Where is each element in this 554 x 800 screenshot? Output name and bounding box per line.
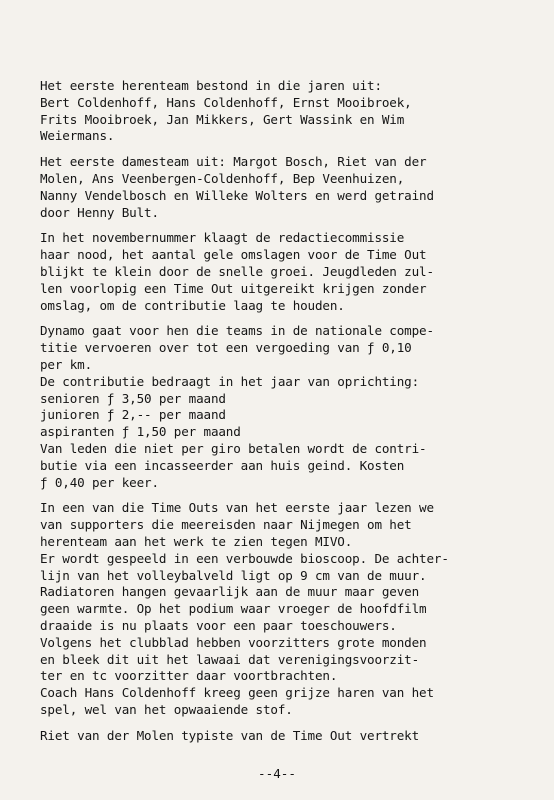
text-line: In het novembernummer klaagt de redactiecommissie xyxy=(40,230,405,246)
text-line: Dynamo gaat voor hen die teams in de nationale compe- xyxy=(40,323,434,339)
paragraph-typist-leaves xyxy=(40,728,540,745)
text-line: Het eerste herenteam bestond in die jaren uit: xyxy=(40,78,382,93)
text-line: per km. xyxy=(40,356,93,372)
text-line: De contributie bedraagt in het jaar van oprichting: xyxy=(40,373,420,389)
text-line: Van leden die niet per giro betalen wordt de contri- xyxy=(40,440,427,456)
paragraph-women-team xyxy=(40,154,540,221)
body-text xyxy=(40,78,540,753)
paragraph-men-team xyxy=(40,78,540,145)
text-line: van supporters die meereisden naar Nijmegen om het xyxy=(40,517,412,533)
text-line: junioren ƒ 2,-- per maand xyxy=(40,407,226,423)
text-line: Nanny Vendelbosch en Willeke Wolters en werd getraind xyxy=(40,187,434,203)
page-number: --4-- xyxy=(258,766,296,781)
text-line: titie vervoeren over tot een vergoeding van ƒ 0,10 xyxy=(40,340,412,356)
text-line: len voorlopig een Time Out uitgereikt krijgen zonder xyxy=(40,280,427,296)
text-line: Coach Hans Coldenhoff kreeg geen grijze haren van het xyxy=(40,685,434,701)
text-line: draaide is nu plaats voor een paar toeschouwers. xyxy=(40,617,397,633)
text-line: In een van die Time Outs van het eerste jaar lezen we xyxy=(40,500,434,516)
text-line: Riet van der Molen typiste van de Time Out vertrekt xyxy=(40,727,420,743)
text-line: Bert Coldenhoff, Hans Coldenhoff, Ernst Mooibroek, xyxy=(40,94,412,110)
text-line: ter en tc voorzitter daar voortbrachten. xyxy=(40,668,338,684)
text-line: Er wordt gespeeld in een verbouwde bioscoop. De achter- xyxy=(40,550,449,566)
text-line: Het eerste damesteam uit: Margot Bosch, Riet van der xyxy=(40,154,427,170)
text-line: Molen, Ans Veenbergen-Coldenhoff, Bep Veenhuizen, xyxy=(40,170,405,186)
text-line: omslag, om de contributie laag te houden. xyxy=(40,297,345,313)
text-line: aspiranten ƒ 1,50 per maand xyxy=(40,424,241,440)
text-line: Radiatoren hangen gevaarlijk aan de muur maar geven xyxy=(40,584,420,600)
text-line: senioren ƒ 3,50 per maand xyxy=(40,390,226,406)
paragraph-contribution xyxy=(40,374,540,492)
text-line: Frits Mooibroek, Jan Mikkers, Gert Wassink en Wim xyxy=(40,111,405,127)
text-line: ƒ 0,40 per keer. xyxy=(40,474,159,490)
text-line: Volgens het clubblad hebben voorzitters grote monden xyxy=(40,634,427,650)
text-line: en bleek dit uit het lawaai dat verenigingsvoorzit- xyxy=(40,651,420,667)
paragraph-newsletter xyxy=(40,230,540,314)
text-line: geen warmte. Op het podium waar vroeger de hoofdfilm xyxy=(40,601,427,617)
text-line: spel, wel van het opwaaiende stof. xyxy=(40,701,293,717)
text-line: Weiermans. xyxy=(40,128,115,144)
text-line: herenteam aan het werk te zien tegen MIVO. xyxy=(40,533,353,549)
text-line: door Henny Bult. xyxy=(40,204,159,220)
text-line: lijn van het volleybalveld ligt op 9 cm van de muur. xyxy=(40,567,427,583)
paragraph-travel-allowance xyxy=(40,323,540,373)
text-line: butie via een incasseerder aan huis geind. Kosten xyxy=(40,457,405,473)
text-line: haar nood, het aantal gele omslagen voor de Time Out xyxy=(40,247,427,263)
text-line: blijkt te klein door de snelle groei. Jeugdleden zul- xyxy=(40,263,434,279)
paragraph-nijmegen-trip xyxy=(40,500,540,718)
